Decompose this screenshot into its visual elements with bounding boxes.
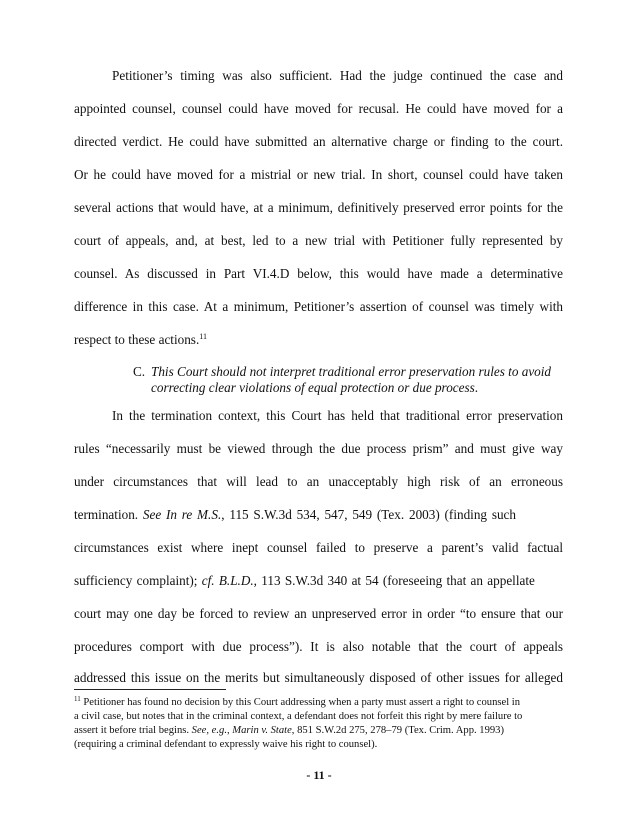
section-heading-line-2 bbox=[151, 380, 563, 396]
section-heading-marker: C. bbox=[133, 364, 146, 379]
paragraph-2-line-1: In the termination context, this Court has held that traditional error preservation bbox=[112, 408, 563, 423]
paragraph-2-line-4-start: termination. bbox=[74, 507, 143, 522]
footnote-line-2: a civil case, but notes that in the criminal context, a defendant does not forfeit this right by mere failure to bbox=[74, 711, 523, 722]
footnote-separator bbox=[74, 689, 226, 690]
paragraph-1-line-5: several actions that would have, at a minimum, definitively preserved error points for the bbox=[74, 200, 563, 215]
paragraph-1-line-2: appointed counsel, counsel could have moved for recusal. He could have moved for a bbox=[74, 101, 563, 116]
section-heading-period: . bbox=[474, 380, 479, 395]
footnote-number: 11 bbox=[74, 695, 81, 703]
paragraph-2-line-4 bbox=[74, 507, 563, 523]
paragraph-1-line-9 bbox=[74, 332, 563, 348]
paragraph-2-line-6-start: sufficiency complaint); bbox=[74, 573, 202, 588]
footnote-reference[interactable]: 11 bbox=[199, 332, 207, 341]
citation-in-re-ms: See In re M.S. bbox=[142, 507, 222, 522]
footnote-line-4: (requiring a criminal defendant to expressly waive his right to counsel). bbox=[74, 739, 378, 750]
page-number: - 11 - bbox=[306, 768, 332, 782]
citation-bld: cf. B.L.D. bbox=[201, 573, 254, 588]
paragraph-1-line-4: Or he could have moved for a mistrial or new trial. In short, counsel could have taken bbox=[74, 167, 563, 182]
citation-marin: Marin v. State bbox=[232, 725, 292, 736]
footnote-line-1-text: Petitioner has found no decision by this Court addressing when a party must assert a right to counsel in bbox=[80, 697, 521, 708]
paragraph-1-line-8: difference in this case. At a minimum, Petitioner’s assertion of counsel was timely with bbox=[74, 299, 563, 314]
paragraph-1-line-9-text: respect to these actions. bbox=[74, 332, 200, 347]
section-heading-line-1: This Court should not interpret traditional error preservation rules to avoid bbox=[151, 364, 552, 379]
section-heading-line-2-text: correcting clear violations of equal protection or due process bbox=[151, 380, 475, 395]
paragraph-1-line-3: directed verdict. He could have submitted an alternative charge or finding to the court. bbox=[74, 134, 563, 149]
paragraph-2-line-4-end: , 115 S.W.3d 534, 547, 549 (Tex. 2003) (finding such bbox=[221, 507, 516, 522]
footnote-line-1 bbox=[74, 696, 563, 709]
section-heading-c bbox=[133, 364, 563, 396]
paragraph-2-line-5: circumstances exist where inept counsel failed to preserve a parent’s valid factual bbox=[74, 540, 563, 555]
footnote-line-3 bbox=[74, 724, 563, 737]
footnote-line-3-end: , 851 S.W.2d 275, 278–79 (Tex. Crim. App. 1993) bbox=[291, 725, 505, 736]
paragraph-2-line-8: procedures comport with due process”). It is also notable that the court of appeals bbox=[74, 639, 563, 654]
paragraph-1-line-1: Petitioner’s timing was also sufficient. Had the judge continued the case and bbox=[112, 68, 563, 83]
paragraph-1-line-7: counsel. As discussed in Part VI.4.D below, this would have made a determinative bbox=[74, 266, 563, 281]
paragraph-2-line-2: rules “necessarily must be viewed through the due process prism” and must give way bbox=[74, 441, 563, 456]
footnote-signal: See, e.g. bbox=[191, 725, 227, 736]
paragraph-2-line-6-end: , 113 S.W.3d 340 at 54 (foreseeing that an appellate bbox=[253, 573, 535, 588]
paragraph-2-line-6 bbox=[74, 573, 563, 589]
paragraph-2-line-7: court may one day be forced to review an unpreserved error in order “to ensure that our bbox=[74, 606, 563, 621]
paragraph-1-line-6: court of appeals, and, at best, led to a new trial with Petitioner fully represented by bbox=[74, 233, 563, 248]
footnote-comma: , bbox=[226, 725, 233, 736]
footnote-line-3-start: assert it before trial begins. bbox=[74, 725, 192, 736]
paragraph-2-line-3: under circumstances that will lead to an unacceptably high risk of an erroneous bbox=[74, 474, 563, 489]
paragraph-2-line-9: addressed this issue on the merits but simultaneously disposed of other issues for alleged bbox=[74, 670, 563, 685]
